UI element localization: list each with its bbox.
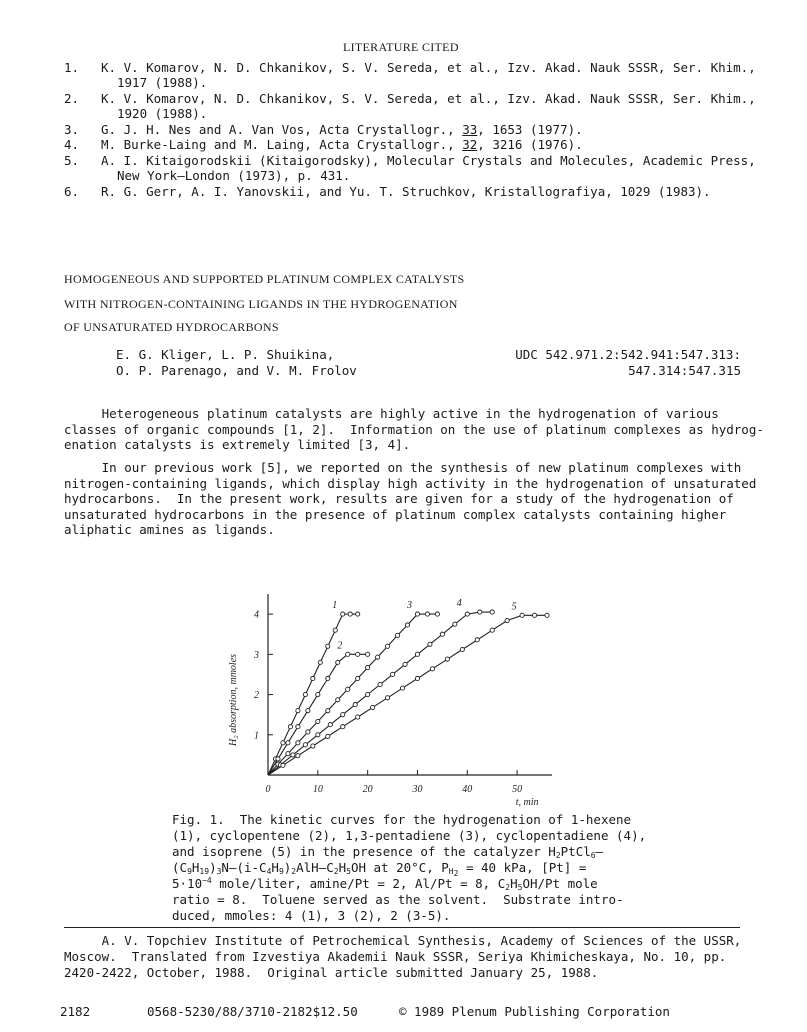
data-point <box>276 757 280 761</box>
caption-line: ratio = 8. Toluene served as the solvent. Substrate intro- <box>172 892 624 907</box>
title-line: HOMOGENEOUS AND SUPPORTED PLATINUM COMPLEX CATALYSTS <box>64 272 465 286</box>
data-point <box>318 660 322 664</box>
data-point <box>353 703 357 707</box>
reference-line: New York–London (1973), p. 431. <box>117 168 351 183</box>
volume-number: 32 <box>462 137 478 152</box>
data-point <box>281 741 285 745</box>
udc-code: UDC 542.971.2:542.941:547.313: <box>515 347 741 362</box>
data-point <box>326 709 330 713</box>
data-point <box>490 628 494 632</box>
issn-code: 0568-5230/88/3710-2182$12.50 <box>147 1004 358 1019</box>
data-point <box>341 713 345 717</box>
y-tick-label: 4 <box>254 609 259 621</box>
data-point <box>326 644 330 648</box>
data-point <box>326 676 330 680</box>
body-line: In our previous work [5], we reported on the synthesis of new platinum complexes with <box>64 460 742 475</box>
chart-series <box>268 610 549 775</box>
data-point <box>311 744 315 748</box>
data-point <box>545 613 549 617</box>
x-tick-label: 0 <box>265 784 271 795</box>
affiliation-line: 2420-2422, October, 1988. Original article submitted January 25, 1988. <box>64 965 599 980</box>
data-point <box>296 725 300 729</box>
data-point <box>415 612 419 616</box>
reference-line: M. Burke-Laing and M. Laing, Acta Crystallogr., 32, 3216 (1976). <box>101 137 583 152</box>
data-point <box>303 743 307 747</box>
data-point <box>306 730 310 734</box>
data-point <box>505 618 509 622</box>
body-line: classes of organic compounds [1, 2]. Information on the use of platinum complexes as hydrog- <box>64 422 764 437</box>
copyright-notice: © 1989 Plenum Publishing Corporation <box>399 1004 670 1019</box>
data-point <box>395 633 399 637</box>
body-line: aliphatic amines as ligands. <box>64 522 275 537</box>
reference-line: K. V. Komarov, N. D. Chkanikov, S. V. Sereda, et al., Izv. Akad. Nauk SSSR, Ser. Khim., <box>101 60 756 75</box>
data-point <box>316 719 320 723</box>
data-point <box>376 655 380 659</box>
reference-line: K. V. Komarov, N. D. Chkanikov, S. V. Sereda, et al., Izv. Akad. Nauk SSSR, Ser. Khim., <box>101 91 756 106</box>
data-point <box>356 676 360 680</box>
body-line: Heterogeneous platinum catalysts are highly active in the hydrogenation of various <box>64 406 719 421</box>
footnote-divider <box>64 927 740 928</box>
author-line: O. P. Parenago, and V. M. Frolov <box>116 363 357 378</box>
figure-1-chart <box>220 590 580 820</box>
data-point <box>390 672 394 676</box>
data-point <box>306 709 310 713</box>
data-point <box>341 725 345 729</box>
series-line-2 <box>268 654 368 775</box>
data-point <box>453 622 457 626</box>
reference-line: 1917 (1988). <box>117 75 208 90</box>
data-point <box>366 652 370 656</box>
x-tick-label: 10 <box>312 784 323 795</box>
series-line-3 <box>268 614 437 775</box>
caption-line: duced, mmoles: 4 (1), 3 (2), 2 (3-5). <box>172 908 451 923</box>
data-point <box>378 682 382 686</box>
data-point <box>336 698 340 702</box>
data-point <box>356 715 360 719</box>
reference-number: 1. <box>64 60 80 75</box>
data-point <box>341 612 345 616</box>
y-tick-label: 3 <box>254 649 259 661</box>
data-point <box>415 652 419 656</box>
caption-line: and isoprene (5) in the presence of the catalyzer $H_2PtCl_6-$ <box>172 844 604 860</box>
data-point <box>440 632 444 636</box>
data-point <box>371 705 375 709</box>
data-point <box>286 741 290 745</box>
reference-number: 3. <box>64 122 80 137</box>
series-line-4 <box>268 612 492 775</box>
udc-code: 547.314:547.315 <box>628 363 741 378</box>
series-label-4: 4 <box>456 598 462 610</box>
series-label-5: 5 <box>511 601 517 613</box>
data-point <box>465 612 469 616</box>
body-line: unsaturated hydrocarbons in the presence of platinum complex catalysts containing higher <box>64 507 727 522</box>
reference-number: 4. <box>64 137 80 152</box>
data-point <box>445 657 449 661</box>
literature-heading: LITERATURE CITED <box>343 40 459 54</box>
data-point <box>415 676 419 680</box>
reference-line: A. I. Kitaigorodskii (Kitaigorodsky), Molecular Crystals and Molecules, Academic Press, <box>101 153 756 168</box>
title-line: OF UNSATURATED HYDROCARBONS <box>64 320 279 334</box>
data-point <box>328 723 332 727</box>
data-point <box>366 666 370 670</box>
data-point <box>346 687 350 691</box>
data-point <box>291 753 295 757</box>
data-point <box>385 696 389 700</box>
body-line: enation catalysts is extremely limited [3, 4]. <box>64 437 411 452</box>
body-line: nitrogen-containing ligands, which display high activity in the hydrogenation of unsaturated <box>64 476 757 491</box>
data-point <box>403 662 407 666</box>
data-point <box>356 652 360 656</box>
data-point <box>532 613 536 617</box>
data-point <box>356 612 360 616</box>
reference-number: 2. <box>64 91 80 106</box>
y-tick-label: 1 <box>254 730 259 742</box>
y-axis-label: H₂ absorption, mmoles <box>228 653 239 747</box>
data-point <box>296 754 300 758</box>
data-point <box>405 623 409 627</box>
data-point <box>333 628 337 632</box>
y-tick-label: 2 <box>254 690 259 702</box>
data-point <box>430 667 434 671</box>
data-point <box>296 709 300 713</box>
data-point <box>346 652 350 656</box>
series-label-1: 1 <box>332 600 338 612</box>
page-number: 2182 <box>60 1004 91 1019</box>
reference-line: G. J. H. Nes and A. Van Vos, Acta Crystallogr., 33, 1653 (1977). <box>101 122 583 137</box>
data-point <box>288 725 292 729</box>
body-line: hydrocarbons. In the present work, results are given for a study of the hydrogenation of <box>64 491 734 506</box>
caption-line: $5\cdot 10^{-4}$ mole/liter, amine/Pt = 2, Al/Pt = 8, $C_2H_5OH/Pt$ mole <box>172 876 598 892</box>
data-point <box>435 612 439 616</box>
reference-line: R. G. Gerr, A. I. Yanovskii, and Yu. T. Struchkov, Kristallografiya, 1029 (1983). <box>101 184 711 199</box>
series-label-3: 3 <box>406 600 412 612</box>
chart-axes <box>253 594 552 795</box>
data-point <box>428 642 432 646</box>
data-point <box>281 763 285 767</box>
affiliation-line: A. V. Topchiev Institute of Petrochemical Synthesis, Academy of Sciences of the USSR, <box>64 933 742 948</box>
data-point <box>425 612 429 616</box>
reference-line: 1920 (1988). <box>117 106 208 121</box>
volume-number: 33 <box>462 122 478 137</box>
reference-number: 6. <box>64 184 80 199</box>
data-point <box>316 733 320 737</box>
data-point <box>286 752 290 756</box>
x-tick-label: 40 <box>462 784 473 795</box>
reference-number: 5. <box>64 153 80 168</box>
data-point <box>316 692 320 696</box>
title-line: WITH NITROGEN-CONTAINING LIGANDS IN THE HYDROGENATION <box>64 297 458 311</box>
caption-line: Fig. 1. The kinetic curves for the hydrogenation of 1-hexene <box>172 812 632 827</box>
data-point <box>366 692 370 696</box>
series-line-1 <box>268 614 358 775</box>
x-tick-label: 50 <box>512 784 523 795</box>
data-point <box>348 612 352 616</box>
series-label-2: 2 <box>337 640 343 652</box>
x-tick-label: 30 <box>412 784 423 795</box>
affiliation-line: Moscow. Translated from Izvestiya Akademii Nauk SSSR, Seriya Khimicheskaya, No. 10, pp. <box>64 949 727 964</box>
data-point <box>303 692 307 696</box>
data-point <box>475 638 479 642</box>
data-point <box>385 644 389 648</box>
caption-line: (1), cyclopentene (2), 1,3-pentadiene (3), cyclopentadiene (4), <box>172 828 647 843</box>
caption-line: $(C_9H_{19})_3N-(i-C_4H_9)_2AlH-C_2H_5OH$ at 20°C, $P_{H_2} = 40$ kPa, [Pt] = <box>172 860 587 878</box>
author-line: E. G. Kliger, L. P. Shuikina, <box>116 347 335 362</box>
data-point <box>460 647 464 651</box>
x-axis-label: t, min <box>515 797 539 808</box>
data-point <box>400 686 404 690</box>
data-point <box>326 734 330 738</box>
x-tick-label: 20 <box>362 784 373 795</box>
data-point <box>490 610 494 614</box>
series-line-5 <box>268 615 547 775</box>
data-point <box>296 741 300 745</box>
data-point <box>520 613 524 617</box>
data-point <box>336 660 340 664</box>
data-point <box>478 610 482 614</box>
data-point <box>311 676 315 680</box>
